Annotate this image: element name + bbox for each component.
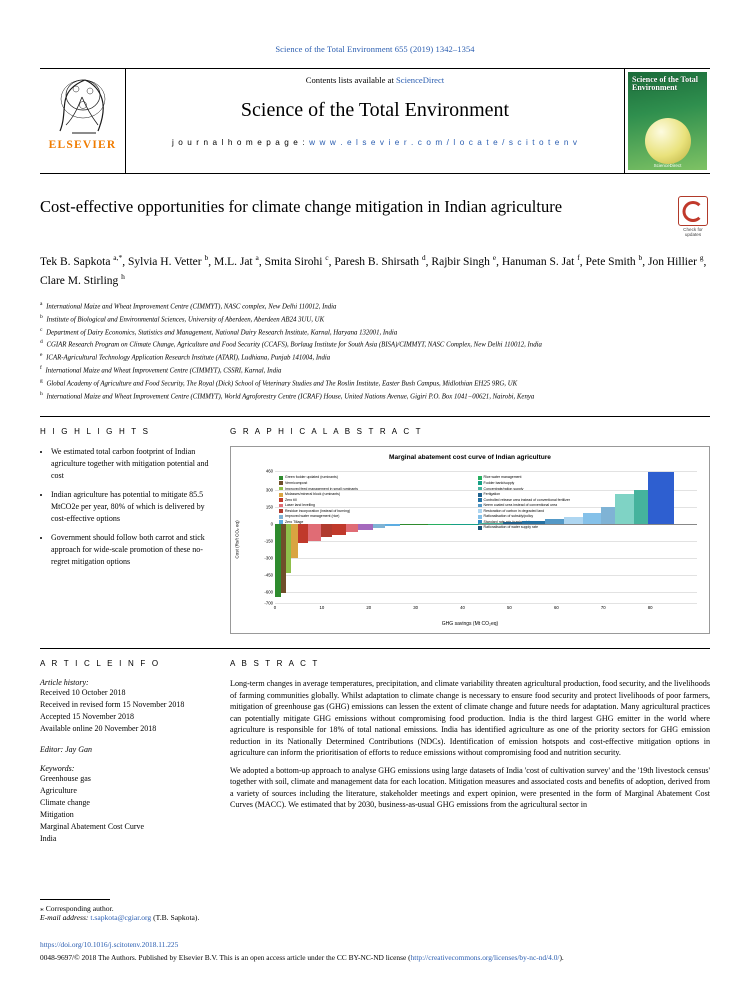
chart-legend-swatch bbox=[279, 476, 283, 480]
chart-legend-item bbox=[279, 492, 358, 497]
footnote-rule bbox=[40, 899, 110, 900]
chart-legend-label: Improved water management (rice) bbox=[285, 514, 340, 519]
affiliation-item: $^c$ Department of Dairy Economics, Statistics and Management, National Dairy Research Institute, Karnal, Haryana 132001, India bbox=[40, 326, 398, 336]
chart-y-tick: -300 bbox=[264, 555, 273, 561]
chart-bar bbox=[601, 507, 615, 524]
chart-legend-swatch bbox=[478, 498, 482, 502]
contents-line bbox=[126, 75, 624, 85]
journal-cover bbox=[624, 69, 710, 173]
chart-x-axis-label: GHG savings (Mt CO₂eq) bbox=[441, 621, 499, 628]
chart-legend-swatch bbox=[478, 515, 482, 519]
chart-legend-label: Zero Tillage bbox=[285, 519, 304, 524]
keywords-label: Keywords: bbox=[40, 764, 75, 774]
chart-legend-swatch bbox=[279, 481, 283, 485]
chart-y-tick: -700 bbox=[264, 600, 273, 606]
chart-legend-item bbox=[279, 498, 358, 503]
affiliation-item: $^d$ CGIAR Research Program on Climate Change, Agriculture and Food Security (CCAFS), Borlaug Institute for South Asia (BISA)/CIMMYT, NASC Complex, New Delhi 110012, India bbox=[40, 339, 542, 349]
chart-x-tick: 50 bbox=[507, 605, 512, 611]
chart-bar bbox=[479, 523, 502, 524]
abstract-paragraph: Long-term changes in average temperatures, precipitation, and climate variability threaten agricultural production, food security, and the livelihoods of farming communities globally. Whilst adaptation to climate change is necessary to ensure food security and protect livelihoods of poor farmers, mitigation of greenhouse gas (GHG) emissions can lessen the extent of climate change and future needs for adaptation. Many agricultural practices can potentially mitigate GHG emissions without compromising food production. India is the third largest GHG emitter in the world where agriculture is responsible for 18% of total national emissions. India has identified agriculture as one of the priority sectors for GHG emission reduction in its Nationally Determined Contributions (NDCs). Identification of emission hotspots and cost-effective mitigation options in agriculture can inform the prioritisation of efforts to reduce emissions without compromising food and nutrition security. bbox=[230, 679, 710, 758]
chart-legend-label: Laser land levelling bbox=[285, 503, 315, 508]
chart-legend-item bbox=[478, 492, 570, 497]
keyword-item: Mitigation bbox=[40, 810, 74, 820]
keyword-item: Climate change bbox=[40, 798, 90, 808]
chart-bar bbox=[332, 524, 346, 535]
graphical-abstract-heading: G R A P H I C A L A B S T R A C T bbox=[230, 427, 423, 437]
chart-x-tick: 40 bbox=[460, 605, 465, 611]
chart-legend-item bbox=[279, 509, 358, 514]
chart-legend-swatch bbox=[478, 476, 482, 480]
chart-bar bbox=[522, 521, 545, 524]
chart-legend-label: Fertigation bbox=[483, 492, 501, 497]
chart-bar bbox=[583, 513, 602, 524]
abstract-paragraph: We adopted a bottom-up approach to analyse GHG emissions using large datasets of India 'cost of cultivation survey' and the '19th livestock census' together with soil, climate and management data for each location. Mitigation measures and associated costs and benefits of adoption, derived from a variety of sources including the literature, stakeholder meetings and expert opinion, were presented in the form of Marginal Abatement Cost Curves (MACC). We estimated that by 2030, business-as-usual GHG emissions from the agricultural sector in bbox=[230, 765, 710, 810]
crossmark-badge[interactable] bbox=[676, 196, 710, 238]
chart-x-tick: 60 bbox=[553, 605, 559, 611]
corresponding-author-note: ⁎ Corresponding author. bbox=[40, 904, 114, 913]
chart-legend-swatch bbox=[478, 481, 482, 485]
copyright-line bbox=[40, 953, 710, 962]
email-suffix: (T.B. Sapkota). bbox=[151, 913, 200, 922]
elsevier-tree-icon bbox=[52, 73, 114, 137]
chart-gridline bbox=[275, 603, 697, 604]
chart-legend-label: Controlled release urea instead of conventional fertilizer bbox=[483, 497, 570, 502]
chart-legend-swatch bbox=[478, 526, 482, 530]
chart-gridline bbox=[275, 592, 697, 593]
chart-legend-swatch bbox=[478, 509, 482, 513]
chart-legend-label: Rationalisation of subsidy/policy bbox=[483, 514, 534, 519]
email-label: E-mail address: bbox=[40, 913, 89, 922]
chart-bar bbox=[308, 524, 321, 542]
chart-bar bbox=[358, 524, 372, 530]
editor-line bbox=[40, 745, 214, 754]
chart-legend-item bbox=[478, 525, 570, 530]
affiliation-item: $^a$ International Maize and Wheat Improvement Centre (CIMMYT), NASC complex, New Delhi 110012, India bbox=[40, 301, 337, 311]
chart-title: Marginal abatement cost curve of Indian agriculture bbox=[389, 454, 551, 462]
sciencedirect-link[interactable]: ScienceDirect bbox=[396, 75, 445, 85]
chart-legend-swatch bbox=[279, 509, 283, 513]
history-item: Available online 20 November 2018 bbox=[40, 724, 157, 734]
keyword-item: Agriculture bbox=[40, 786, 77, 796]
chart-legend-label: Rice water management bbox=[483, 475, 522, 480]
chart-y-tick: 460 bbox=[265, 468, 273, 474]
chart-legend-item bbox=[279, 475, 358, 480]
affiliation-list bbox=[40, 300, 710, 402]
doi-link[interactable]: https://doi.org/10.1016/j.scitotenv.2018.11.225 bbox=[40, 940, 179, 949]
author-list: Tek B. Sapkota $^{a,*}$, Sylvia H. Vetter $^b$, M.L. Jat $^a$, Smita Sirohi $^c$, Paresh B. Shirsath $^d$, Rajbir Singh $^e$, Hanuman S. Jat $^f$, Pete Smith $^b$, Jon Hillier $^g$, Clare M. Stirling $^h$ bbox=[40, 252, 707, 287]
chart-bar bbox=[346, 524, 358, 532]
email-line bbox=[40, 913, 320, 922]
chart-bar bbox=[373, 524, 385, 528]
chart-bar bbox=[291, 524, 299, 558]
chart-x-tick: 10 bbox=[319, 605, 325, 611]
copyright-pre: 0048-9697/© 2018 The Authors. Published by Elsevier B.V. This is an open access article under the CC BY-NC-ND license ( bbox=[40, 953, 411, 962]
journal-title: Science of the Total Environment bbox=[240, 99, 510, 121]
elsevier-logo bbox=[40, 69, 126, 173]
chart-bar bbox=[321, 524, 332, 538]
chart-x-tick: 20 bbox=[366, 605, 372, 611]
affiliation-item: $^h$ International Maize and Wheat Improvement Centre (CIMMYT), World Agroforestry Centre (ICRAF) House, United Nations Avenue, Gigiri P.O. Box 1041−00621, Nairobi, Kenya bbox=[40, 390, 535, 400]
highlight-item: • We estimated total carbon footprint of Indian agriculture together with mitigation potential and cost bbox=[51, 446, 214, 482]
chart-legend-left bbox=[279, 475, 358, 531]
chart-legend-item bbox=[478, 509, 570, 514]
journal-masthead bbox=[40, 68, 710, 174]
contents-prefix: Contents lists available at bbox=[305, 75, 396, 85]
crossmark-caption: Check for updates bbox=[683, 227, 703, 238]
abstract-body bbox=[230, 678, 710, 810]
affiliation-item: $^f$ International Maize and Wheat Improvement Centre (CIMMYT), CSSRI, Karnal, India bbox=[40, 364, 282, 375]
chart-gridline bbox=[275, 575, 697, 576]
chart-bar bbox=[564, 517, 583, 524]
chart-legend-swatch bbox=[279, 498, 283, 502]
history-item: Accepted 15 November 2018 bbox=[40, 712, 134, 722]
affiliation-item: $^g$ Global Academy of Agriculture and Food Security, The Royal (Dick) School of Veterinary Studies and The Roslin Institute, Easter Bush Campus, Midlothian EH25 9RG, UK bbox=[40, 377, 518, 388]
chart-y-tick: 0 bbox=[270, 521, 273, 527]
chart-y-tick: 300 bbox=[265, 487, 273, 493]
license-link[interactable]: http://creativecommons.org/licenses/by-nc-nd/4.0/ bbox=[410, 953, 560, 962]
keywords-list bbox=[40, 773, 214, 845]
macc-chart bbox=[230, 446, 710, 634]
chart-legend-label: Residue incorporation (instead of burning) bbox=[285, 508, 351, 513]
article-history-label: Article history: bbox=[40, 678, 89, 688]
chart-plot-area bbox=[234, 468, 697, 611]
chart-legend-label: Restoration of carbon in degraded land bbox=[483, 508, 545, 513]
email-link[interactable]: t.sapkota@cgiar.org bbox=[90, 913, 152, 922]
chart-bar bbox=[451, 524, 479, 525]
keyword-item: Marginal Abatement Cost Curve bbox=[40, 822, 145, 832]
corresponding-author-footnote bbox=[40, 899, 320, 922]
chart-legend-label: Rationalisation of water supply rate bbox=[483, 525, 539, 530]
chart-y-tick: -450 bbox=[264, 572, 273, 578]
chart-bar bbox=[503, 522, 522, 524]
chart-legend-label: Improved feed management in small ruminants bbox=[285, 486, 358, 491]
chart-legend-label: Fodder bank/supply bbox=[483, 480, 515, 485]
highlight-item: • Government should follow both carrot and stick approach for wide-scale promotion of these no-regret mitigation options bbox=[51, 532, 214, 568]
graphical-abstract-section bbox=[230, 427, 710, 634]
chart-gridline bbox=[275, 471, 697, 472]
history-item: Received in revised form 15 November 2018 bbox=[40, 700, 185, 710]
chart-bar bbox=[298, 524, 307, 543]
highlights-section bbox=[40, 427, 230, 634]
chart-legend-label: Zero till bbox=[285, 497, 297, 502]
highlight-item: • Indian agriculture has potential to mitigate 85.5 MtCO2e per year, 80% of which is delivered by cost-effective options bbox=[51, 489, 214, 525]
masthead-center bbox=[126, 69, 624, 173]
chart-bar bbox=[385, 524, 400, 526]
highlights-list bbox=[40, 446, 214, 568]
chart-legend-label: Concentrate/ration supply bbox=[483, 486, 524, 491]
chart-gridline bbox=[275, 558, 697, 559]
chart-y-tick: -150 bbox=[264, 538, 273, 544]
chart-bar bbox=[545, 519, 564, 524]
affiliation-item: $^b$ Institute of Biological and Environmental Sciences, University of Aberdeen, Aberdeen AB24 3UU, UK bbox=[40, 313, 325, 324]
abstract-section bbox=[230, 659, 710, 855]
chart-legend-item bbox=[279, 514, 358, 519]
elsevier-wordmark: ELSEVIER bbox=[48, 139, 117, 151]
editor-label: Editor: Jay Gan bbox=[40, 745, 92, 755]
homepage-label: j o u r n a l h o m e p a g e : bbox=[171, 138, 310, 147]
affiliation-item: $^e$ ICAR-Agricultural Technology Application Research Institute (ATARI), Ludhiana, Punjab 141004, India bbox=[40, 352, 331, 362]
chart-gridline bbox=[275, 541, 697, 542]
copyright-block bbox=[40, 940, 710, 962]
highlights-graphical-abstract-row bbox=[40, 416, 710, 634]
chart-bar bbox=[634, 490, 648, 524]
article-info-section bbox=[40, 659, 230, 855]
article-history-list bbox=[40, 687, 214, 735]
journal-homepage bbox=[126, 138, 624, 147]
article-info-heading: A R T I C L E I N F O bbox=[40, 659, 161, 669]
chart-x-tick: 30 bbox=[413, 605, 419, 611]
chart-legend-label: Green fodder updated (ruminants) bbox=[285, 475, 338, 480]
chart-legend-item bbox=[478, 498, 570, 503]
chart-bar bbox=[648, 472, 674, 524]
chart-legend-swatch bbox=[279, 515, 283, 519]
chart-legend-item bbox=[279, 481, 358, 486]
journal-cover-strip: ScienceDirect bbox=[653, 163, 682, 168]
keywords-block bbox=[40, 764, 214, 845]
journal-cover-image bbox=[628, 72, 707, 170]
copyright-post: ). bbox=[559, 953, 564, 962]
journal-cover-globe-icon bbox=[645, 118, 691, 164]
highlights-heading: H I G H L I G H T S bbox=[40, 427, 151, 437]
chart-y-tick: 150 bbox=[265, 504, 273, 510]
chart-x-tick: 80 bbox=[647, 605, 653, 611]
chart-legend-label: Vermicompost bbox=[285, 480, 308, 485]
abstract-heading: A B S T R A C T bbox=[230, 659, 320, 669]
journal-cover-title: Science of the Total Environment bbox=[632, 75, 698, 93]
chart-legend-item bbox=[478, 475, 570, 480]
chart-legend-label: Molasses/mineral block (ruminants) bbox=[285, 492, 341, 497]
chart-bar bbox=[428, 524, 451, 525]
chart-legend-label: Neem coated urea instead of conventional urea bbox=[483, 503, 558, 508]
chart-bar bbox=[615, 494, 634, 524]
chart-bar bbox=[400, 524, 428, 525]
chart-x-tick: 0 bbox=[273, 605, 277, 611]
chart-x-tick: 70 bbox=[600, 605, 606, 611]
keyword-item: Greenhouse gas bbox=[40, 774, 91, 784]
chart-y-axis-label: Cost (Rs/t CO₂ eq) bbox=[234, 520, 240, 560]
running-head: Science of the Total Environment 655 (2019) 1342–1354 bbox=[275, 44, 475, 54]
page-title: Cost-effective opportunities for climate change mitigation in Indian agriculture bbox=[40, 197, 563, 216]
info-abstract-row bbox=[40, 648, 710, 855]
title-block bbox=[40, 196, 710, 238]
crossmark-icon bbox=[678, 196, 708, 226]
history-item: Received 10 October 2018 bbox=[40, 688, 126, 698]
chart-legend-swatch bbox=[279, 493, 283, 497]
article-history bbox=[40, 678, 214, 735]
keyword-item: India bbox=[40, 834, 57, 844]
homepage-url[interactable]: w w w . e l s e v i e r . c o m / l o c a t e / s c i t o t e n v bbox=[309, 138, 579, 147]
chart-y-tick: -600 bbox=[264, 589, 273, 595]
chart-legend-swatch bbox=[478, 493, 482, 497]
chart-legend-item bbox=[478, 481, 570, 486]
